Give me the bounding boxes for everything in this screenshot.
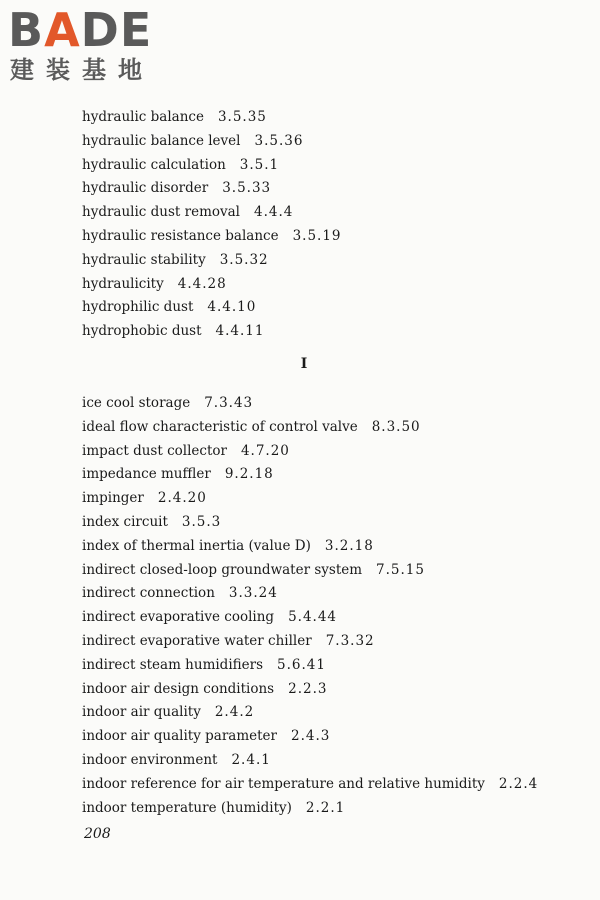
index-term: hydraulic calculation	[82, 156, 226, 173]
index-entry	[82, 130, 342, 154]
index-term: hydraulic balance level	[82, 132, 241, 149]
index-reference: 7.3.43	[204, 395, 254, 411]
index-reference: 8.3.50	[371, 418, 421, 435]
index-term: hydraulic disorder	[82, 180, 209, 197]
logo-chinese-text: 建装基地	[10, 56, 154, 84]
index-term: ice cool storage	[82, 395, 191, 411]
index-reference: 7.3.32	[325, 632, 375, 649]
index-entry	[82, 392, 538, 416]
index-entry	[82, 463, 538, 487]
index-reference: 4.4.28	[177, 275, 227, 292]
index-reference: 2.4.3	[290, 728, 331, 745]
bade-logo	[8, 3, 178, 90]
index-entry	[82, 654, 538, 678]
index-term: indoor air quality parameter	[82, 728, 277, 745]
index-reference: 3.5.36	[254, 132, 304, 149]
index-entry	[82, 273, 342, 297]
index-entry	[82, 416, 538, 440]
logo-wordmark: BADE	[8, 3, 153, 57]
index-reference: 3.5.35	[217, 109, 267, 125]
index-list-h	[82, 106, 342, 344]
index-entry	[82, 535, 538, 559]
index-reference: 2.2.4	[498, 775, 539, 792]
index-entry	[82, 606, 538, 630]
index-term: hydraulic resistance balance	[82, 227, 279, 244]
index-reference: 3.5.19	[292, 227, 342, 244]
index-term: impedance muffler	[82, 466, 211, 483]
index-term: indirect closed-loop groundwater system	[82, 561, 363, 578]
page-number: 208	[84, 826, 111, 842]
index-reference: 4.7.20	[240, 442, 290, 459]
index-reference: 2.2.1	[305, 799, 346, 816]
index-term: indoor air design conditions	[82, 680, 275, 697]
index-term: ideal flow characteristic of control valve	[82, 418, 358, 435]
index-entry	[82, 225, 342, 249]
index-entry	[82, 154, 342, 178]
index-entry	[82, 630, 538, 654]
index-term: indoor environment	[82, 751, 218, 768]
index-reference: 3.5.3	[181, 513, 222, 530]
index-term: impinger	[82, 490, 144, 507]
index-entry	[82, 249, 342, 273]
index-reference: 3.5.33	[222, 180, 272, 197]
index-term: hydraulic dust removal	[82, 204, 240, 221]
index-entry	[82, 511, 538, 535]
index-reference: 7.5.15	[376, 561, 425, 578]
index-entry	[82, 797, 538, 821]
index-entry	[82, 177, 342, 201]
index-entry	[82, 296, 342, 320]
index-entry	[82, 582, 538, 606]
index-term: hydraulic balance	[82, 109, 204, 125]
index-reference: 2.4.1	[231, 751, 271, 768]
index-term: indirect connection	[82, 585, 215, 602]
index-reference: 3.3.24	[228, 585, 278, 602]
index-term: indoor air quality	[82, 704, 201, 721]
index-reference: 3.5.1	[239, 156, 280, 173]
section-letter-heading: I	[300, 356, 308, 372]
index-term: indirect steam humidifiers	[82, 656, 264, 673]
index-reference: 5.6.41	[277, 656, 326, 673]
index-entry	[82, 678, 538, 702]
index-term: hydraulicity	[82, 275, 164, 292]
index-term: indoor temperature (humidity)	[82, 799, 292, 816]
index-entry	[82, 487, 538, 511]
index-reference: 4.4.4	[254, 204, 294, 221]
index-reference: 2.4.2	[214, 704, 255, 721]
index-reference: 3.5.32	[219, 251, 269, 268]
index-term: index circuit	[82, 513, 168, 530]
index-term: hydrophilic dust	[82, 299, 194, 316]
index-reference: 5.4.44	[288, 609, 338, 626]
index-entry	[82, 559, 538, 583]
index-term: impact dust collector	[82, 442, 227, 459]
index-term: hydrophobic dust	[82, 323, 202, 340]
index-entry	[82, 320, 342, 344]
index-entry	[82, 773, 538, 797]
index-reference: 9.2.18	[224, 466, 274, 483]
index-entry	[82, 440, 538, 464]
index-entry	[82, 749, 538, 773]
index-entry	[82, 701, 538, 725]
index-reference: 4.4.10	[207, 299, 257, 316]
index-entry	[82, 201, 342, 225]
index-term: hydraulic stability	[82, 251, 206, 268]
index-term: indoor reference for air temperature and relative humidity	[82, 775, 485, 792]
index-reference: 4.4.11	[215, 323, 265, 340]
index-term: indirect evaporative water chiller	[82, 632, 312, 649]
index-list-i	[82, 392, 538, 820]
index-reference: 2.2.3	[288, 680, 328, 697]
index-entry	[82, 725, 538, 749]
index-reference: 3.2.18	[324, 537, 374, 554]
index-term: indirect evaporative cooling	[82, 609, 275, 626]
index-entry	[82, 106, 342, 130]
index-term: index of thermal inertia (value D)	[82, 537, 311, 554]
index-reference: 2.4.20	[157, 490, 207, 507]
